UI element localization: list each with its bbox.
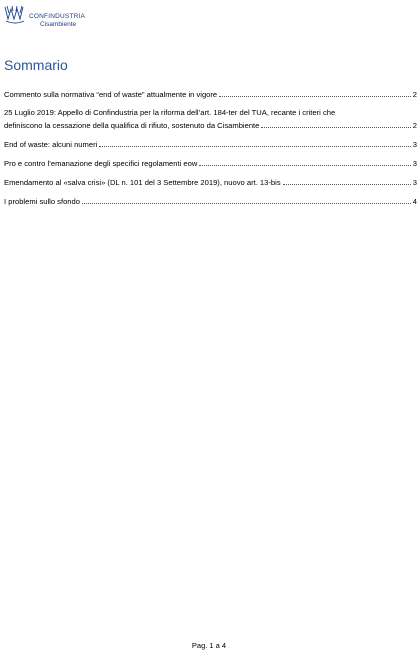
toc-entry-text: End of waste: alcuni numeri bbox=[4, 140, 98, 149]
toc-entry[interactable] bbox=[4, 107, 417, 132]
toc-page-number: 4 bbox=[412, 197, 417, 206]
toc-dot-leader bbox=[283, 176, 411, 185]
toc-entry[interactable] bbox=[4, 138, 417, 151]
table-of-contents bbox=[4, 88, 417, 214]
toc-entry[interactable] bbox=[4, 176, 417, 189]
logo-name: CONFINDUSTRIA bbox=[29, 13, 86, 20]
toc-entry[interactable] bbox=[4, 157, 417, 170]
toc-page-number: 2 bbox=[412, 121, 417, 130]
logo-subtitle: Cisambiente bbox=[40, 20, 77, 28]
toc-dot-leader bbox=[199, 157, 410, 166]
toc-heading: Sommario bbox=[4, 57, 68, 73]
toc-dot-leader bbox=[261, 119, 410, 128]
page-footer: Pag. 1 a 4 bbox=[191, 641, 227, 650]
toc-page-number: 2 bbox=[412, 90, 417, 99]
toc-entry-text: definiscono la cessazione della qualifica di rifiuto, sostenuto da Cisambiente bbox=[4, 121, 260, 130]
confindustria-emblem-icon bbox=[4, 5, 26, 25]
toc-entry-text: 25 Luglio 2019: Appello di Confindustria per la riforma dell’art. 184-ter del TUA, recante i criteri che bbox=[4, 108, 336, 117]
toc-dot-leader bbox=[99, 138, 410, 147]
toc-entry-text: Emendamento al «salva crisi» (DL n. 101 del 3 Settembre 2019), nuovo art. 13-bis bbox=[4, 178, 281, 187]
toc-entry[interactable] bbox=[4, 88, 417, 101]
toc-entry-text: Pro e contro l’emanazione degli specifici regolamenti eow bbox=[4, 159, 198, 168]
toc-dot-leader bbox=[219, 88, 411, 97]
confindustria-logo bbox=[4, 5, 85, 28]
toc-entry-text: I problemi sullo sfondo bbox=[4, 197, 80, 206]
toc-entry-text: Commento sulla normativa “end of waste” attualmente in vigore bbox=[4, 90, 218, 99]
toc-page-number: 3 bbox=[412, 159, 417, 168]
toc-entry[interactable] bbox=[4, 195, 417, 208]
toc-page-number: 3 bbox=[412, 178, 417, 187]
toc-page-number: 3 bbox=[412, 140, 417, 149]
toc-dot-leader bbox=[82, 195, 411, 204]
